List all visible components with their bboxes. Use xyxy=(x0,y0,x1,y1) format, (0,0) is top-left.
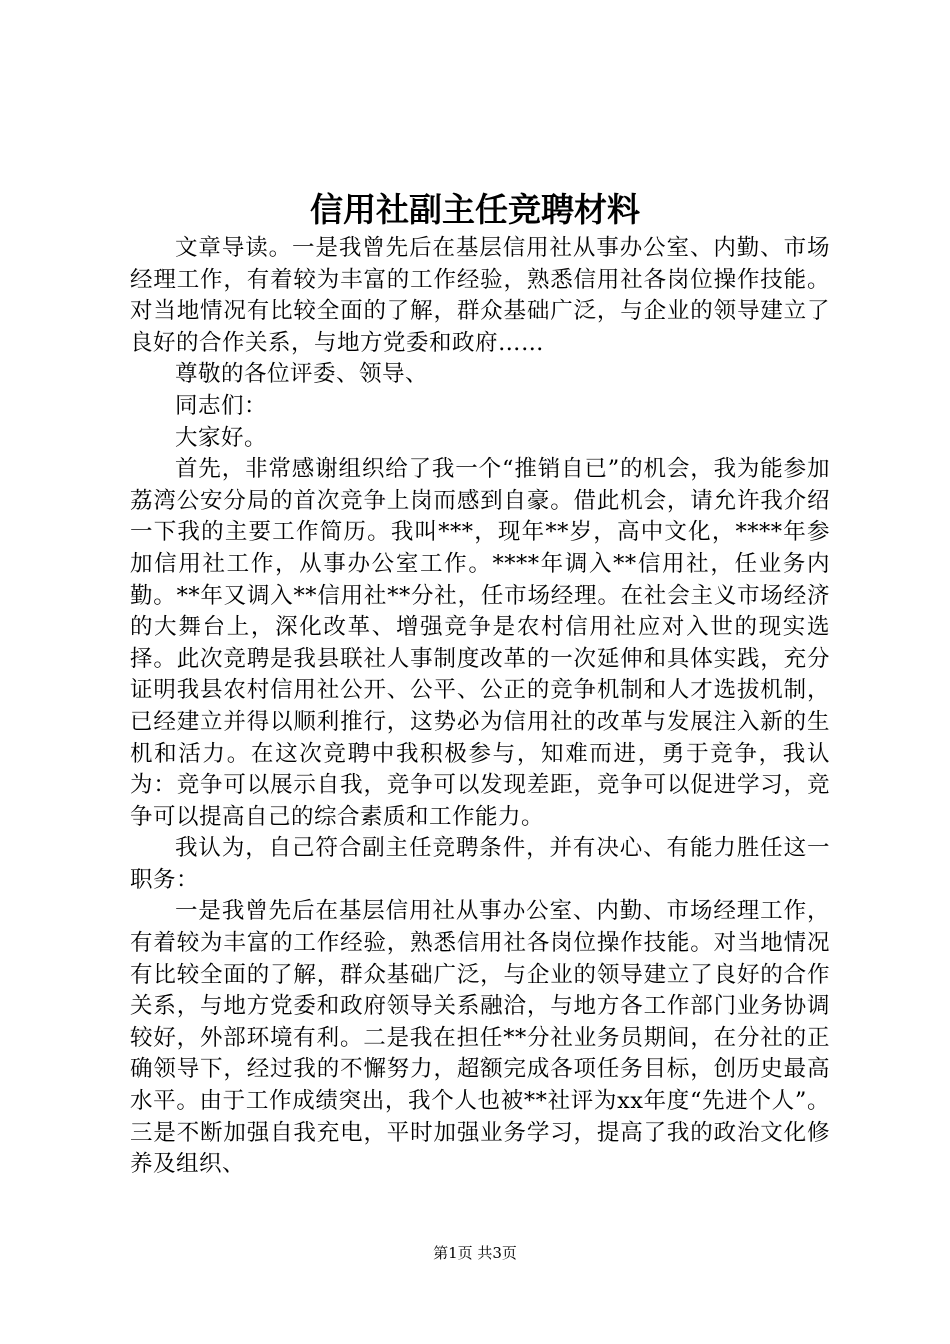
document-title: 信用社副主任竞聘材料 xyxy=(310,190,640,229)
page-footer: 第1页 共3页 xyxy=(433,1244,517,1262)
paragraph-intro: 文章导读。一是我曾先后在基层信用社从事办公室、内勤、市场经理工作，有着较为丰富的工作经验，熟悉信用社各岗位操作技能。对当地情况有比较全面的了解，群众基础广泛，与企业的领导建立了良好的合作关系，与地方党委和政府…… xyxy=(130,235,830,356)
paragraph-qualification: 我认为，自己符合副主任竞聘条件，并有决心、有能力胜任这一职务： xyxy=(130,835,830,893)
paragraph-salutation: 尊敬的各位评委、领导、 xyxy=(175,361,429,388)
paragraph-comrades: 同志们： xyxy=(175,392,268,419)
paragraph-resume: 首先，非常感谢组织给了我一个“推销自已”的机会，我为能参加荔湾公安分局的首次竞争上岗而感到自豪。借此机会，请允许我介绍一下我的主要工作简历。我叫***，现年**岁，高中文化，****年参加信用社工作，从事办公室工作。****年调入**信用社，任业务内勤。**年又调入**信用社**分社，任市场经理。在社会主义市场经济的大舞台上，深化改革、增强竞争是农村信用社应对入世的现实选择。此次竞聘是我县联社人事制度改革的一次延伸和具体实践，充分证明我县农村信用社公开、公平、公正的竞争机制和人才选拔机制，已经建立并得以顺利推行，这势必为信用社的改革与发展注入新的生机和活力。在这次竞聘中我积极参与，知难而进，勇于竞争，我认为：竞争可以展示自我，竞争可以发现差距，竞争可以促进学习，竞争可以提高自己的综合素质和工作能力。 xyxy=(130,456,830,830)
document-body xyxy=(130,233,830,1181)
paragraph-greeting: 大家好。 xyxy=(175,424,268,451)
paragraph-experience: 一是我曾先后在基层信用社从事办公室、内勤、市场经理工作，有着较为丰富的工作经验，熟悉信用社各岗位操作技能。对当地情况有比较全面的了解，群众基础广泛，与企业的领导建立了良好的合作关系，与地方党委和政府领导关系融洽，与地方各工作部门业务协调较好，外部环境有利。二是我在担任**分社业务员期间，在分社的正确领导下，经过我的不懈努力，超额完成各项任务目标，创历史最高水平。由于工作成绩突出，我个人也被**社评为xx年度“先进个人”。三是不断加强自我充电，平时加强业务学习，提高了我的政治文化修养及组织、 xyxy=(130,898,830,1178)
